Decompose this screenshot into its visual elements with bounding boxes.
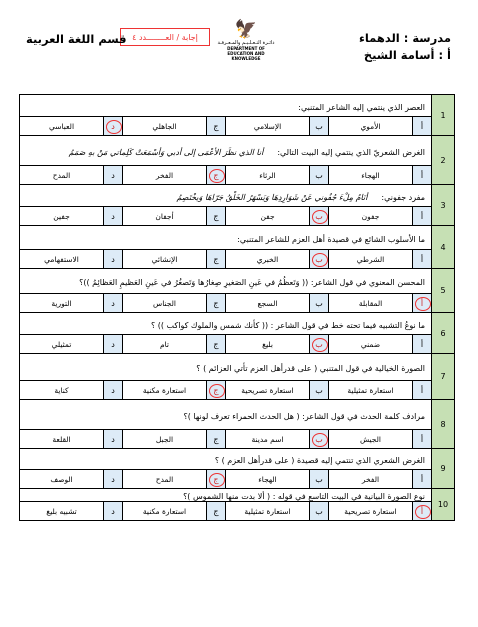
option-letter[interactable]: د (103, 250, 122, 268)
question-row (19, 184, 455, 225)
options-row (20, 293, 431, 312)
question-body (20, 136, 431, 184)
option-letter[interactable]: ج (206, 250, 225, 268)
option-text[interactable]: اسم مدينة (225, 430, 309, 448)
option-text[interactable]: الجناس (122, 294, 206, 312)
option-text[interactable]: تام (122, 335, 206, 353)
question-row (19, 488, 455, 521)
option-text[interactable]: الفخر (122, 166, 206, 184)
question-body (20, 313, 431, 353)
option-text[interactable]: العباسي (48, 121, 75, 131)
question-prompt: ما نوعُ التشبيه فيما تحته خط في قول الشاعر : (( كأنك شمس والملوك كواكب )) ؟ (150, 320, 425, 330)
question-prompt: مفرد جفوني: (381, 192, 425, 202)
option-letter[interactable]: ب (309, 502, 328, 520)
option-text[interactable]: الإنشائي (122, 250, 206, 268)
option-letter[interactable]: ج (206, 470, 225, 488)
question-body (20, 269, 431, 312)
option-text[interactable]: استعارة تمثيلية (225, 502, 309, 520)
question-row (19, 225, 455, 268)
option-text[interactable]: الجبل (122, 430, 206, 448)
option-letter[interactable]: أ (412, 502, 431, 520)
options-row (20, 429, 431, 448)
option-letter[interactable]: ب (309, 207, 328, 225)
emblem-icon: 🦅 (234, 19, 258, 40)
option-letter[interactable]: د (103, 166, 122, 184)
option-letter[interactable]: أ (412, 430, 431, 448)
option-text[interactable]: الجاهلي (122, 117, 206, 135)
option-letter[interactable]: د (103, 470, 122, 488)
option-text[interactable]: الجيش (328, 430, 412, 448)
question-verse: أنا الذي نظَرَ الأعْمَى إلى أدبي وَأسْمَعَتْ كَلِماتي مَنْ بهِ صَمَمُ (68, 147, 264, 157)
options-row (20, 165, 431, 184)
option-text[interactable]: الخبري (225, 250, 309, 268)
option-letter[interactable]: د (103, 335, 122, 353)
option-text[interactable]: الإسلامي (225, 117, 309, 135)
question-text (20, 226, 431, 249)
options-row (20, 334, 431, 353)
question-number: 10 (431, 489, 454, 520)
option-text[interactable]: جفن (225, 207, 309, 225)
option-letter[interactable]: ب (309, 294, 328, 312)
question-body (20, 400, 431, 448)
option-text[interactable]: جفون (328, 207, 412, 225)
option-letter[interactable]: أ (412, 470, 431, 488)
option-letter[interactable]: أ (412, 207, 431, 225)
option-text[interactable]: ضمني (328, 335, 412, 353)
department-title: قسم اللغة العربية (26, 32, 127, 46)
option-text[interactable]: القلعة (52, 434, 71, 444)
option-text[interactable]: استعارة تصريحية (328, 502, 412, 520)
option-letter[interactable]: أ (412, 250, 431, 268)
question-row (19, 448, 455, 488)
question-text (20, 95, 431, 116)
option-text[interactable]: استعارة مكنية (122, 381, 206, 399)
option-letter[interactable]: أ (412, 381, 431, 399)
option-text[interactable]: السجع (225, 294, 309, 312)
question-body (20, 449, 431, 488)
question-prompt: المحسن المعنوي في قول الشاعر: (( وَتَعظُمُ في عَينِ الصَغيرِ صِغارُها وَتَصغُرُ في عَينِ العَظيمِ العَظائِمُ ))؟ (79, 278, 425, 287)
question-row (19, 135, 455, 184)
option-text[interactable]: الشرطي (328, 250, 412, 268)
option-letter[interactable]: ج (206, 335, 225, 353)
options-row (20, 469, 431, 488)
question-number: 5 (431, 269, 454, 312)
options-row (20, 249, 431, 268)
option-letter[interactable]: د (103, 294, 122, 312)
options-row (20, 380, 431, 399)
option-text[interactable]: المقابلة (328, 294, 412, 312)
logo-arabic: دائـرة التـعـلـيـم والمـعـرفـة (217, 40, 275, 46)
option-text[interactable]: الفخر (328, 470, 412, 488)
option-letter[interactable]: ج (206, 117, 225, 135)
questions-grid (19, 94, 455, 521)
question-row (19, 268, 455, 312)
option-letter[interactable]: د (103, 502, 122, 520)
question-text (20, 449, 431, 469)
question-number: 4 (431, 226, 454, 268)
option-letter[interactable]: ب (309, 166, 328, 184)
options-row (20, 206, 431, 225)
logo-english: DEPARTMENT OF EDUCATION AND KNOWLEDGE (227, 46, 265, 61)
option-letter[interactable]: ج (206, 294, 225, 312)
option-text[interactable]: كناية (54, 385, 69, 395)
option-letter[interactable]: ج (206, 381, 225, 399)
question-number: 1 (431, 95, 454, 135)
option-letter[interactable]: أ (412, 335, 431, 353)
option-letter[interactable]: ب (309, 335, 328, 353)
department-logo (216, 20, 276, 64)
option-text[interactable]: المدح (52, 170, 71, 180)
question-number: 2 (431, 136, 454, 184)
teacher-name: أ : أسامة الشيخ (363, 48, 451, 63)
option-letter[interactable]: ب (309, 250, 328, 268)
question-text (20, 400, 431, 429)
options-row (20, 501, 431, 520)
option-text[interactable]: أجفان (122, 207, 206, 225)
option-text[interactable]: الأموي (328, 117, 412, 135)
question-body (20, 489, 431, 520)
option-text[interactable]: بليغ (225, 335, 309, 353)
option-text[interactable]: استعارة مكنية (122, 502, 206, 520)
question-text (20, 313, 431, 334)
question-row (19, 399, 455, 448)
question-row (19, 312, 455, 353)
question-prompt: الغرض الشعري الذي تنتمي إليه قصيدة ( على قدرأهل العزم ) ؟ (214, 456, 425, 465)
question-number: 3 (431, 185, 454, 225)
option-letter[interactable]: ب (309, 117, 328, 135)
option-letter[interactable]: د (103, 381, 122, 399)
question-body (20, 95, 431, 135)
question-prompt: ما الأسلوب الشائع في قصيدة أهل العزم للشاعر المتنبي: (237, 234, 425, 244)
question-number: 9 (431, 449, 454, 488)
question-prompt: الصورة الخيالية في قول المتنبي ( على قدرأهل العزم تأتي العزائم ) ؟ (196, 364, 425, 373)
question-verse: أنَامُ مِلْءَ جُفُوني عَنْ شَوَارِدِهَا وَيَسْهَرُ الخَلْقُ جَرّاهَا وَيخْتَصِمُ (176, 192, 368, 202)
option-text[interactable]: المدح (122, 470, 206, 488)
option-text[interactable]: جفين (53, 211, 70, 221)
option-letter[interactable]: ب (309, 381, 328, 399)
question-row (19, 353, 455, 399)
question-number: 7 (431, 354, 454, 399)
options-row (20, 116, 431, 135)
question-prompt: مرادف كلمة الحدث في قول الشاعر: ( هل الحدث الحمراء تعرف لونها )؟ (183, 411, 425, 421)
option-letter[interactable]: د (103, 207, 122, 225)
option-letter[interactable]: أ (412, 117, 431, 135)
school-name: مدرسة : الدهماء (358, 31, 451, 45)
option-letter[interactable]: أ (412, 294, 431, 312)
question-text (20, 136, 431, 165)
option-text[interactable]: الهجاء (225, 470, 309, 488)
question-text (20, 185, 431, 206)
option-letter[interactable]: ج (206, 502, 225, 520)
question-body (20, 354, 431, 399)
option-letter[interactable]: ج (206, 207, 225, 225)
question-number: 8 (431, 400, 454, 448)
header-info (359, 30, 451, 65)
option-letter[interactable]: د (103, 117, 122, 135)
option-text[interactable]: الوصف (50, 474, 73, 484)
question-number: 6 (431, 313, 454, 353)
option-text[interactable]: الهجاء (328, 166, 412, 184)
question-text (20, 269, 431, 293)
option-letter[interactable]: د (103, 430, 122, 448)
option-text[interactable]: استعارة تمثيلية (328, 381, 412, 399)
option-text[interactable]: الاستفهامي (44, 254, 79, 264)
option-letter[interactable]: ج (206, 166, 225, 184)
option-letter[interactable]: ب (309, 430, 328, 448)
question-text (20, 354, 431, 380)
option-letter[interactable]: ج (206, 430, 225, 448)
option-text[interactable]: استعارة تصريحية (225, 381, 309, 399)
option-text[interactable]: تشبيه بليغ (46, 506, 77, 516)
option-letter[interactable]: ب (309, 470, 328, 488)
option-text[interactable]: الرثاء (225, 166, 309, 184)
question-text (20, 489, 431, 501)
question-body (20, 226, 431, 268)
question-body (20, 185, 431, 225)
option-text[interactable]: تمثيلي (51, 339, 72, 349)
answer-box: إجابة / العــــــــدد ٤ (120, 28, 210, 46)
question-prompt: نوع الصورة البيانية في البيت التاسع في قوله : ( ألا بدت منها الشموس )؟ (183, 492, 425, 501)
option-text[interactable]: التورية (51, 298, 72, 308)
question-prompt: الغرض الشعريّ الذي ينتمي إليه البيت التالي: (277, 147, 425, 157)
option-letter[interactable]: أ (412, 166, 431, 184)
question-row (19, 94, 455, 135)
question-prompt: العصر الذي ينتمي إليه الشاعر المتنبي: (298, 102, 425, 112)
